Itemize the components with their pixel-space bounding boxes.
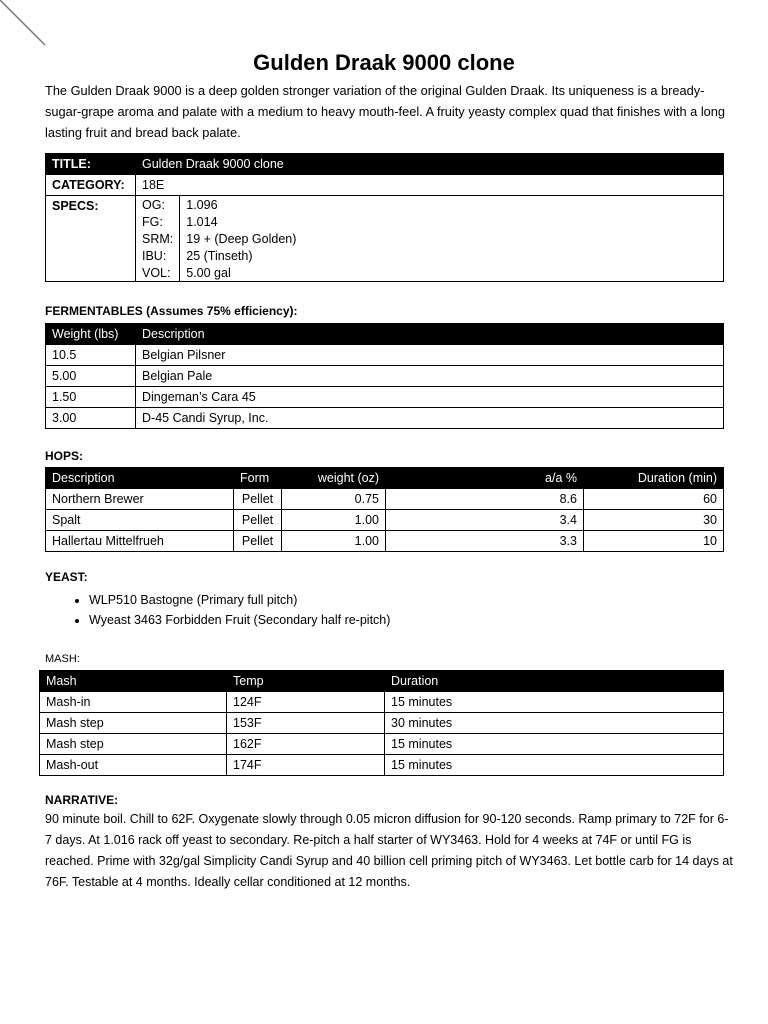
spec-value: 19 + (Deep Golden) [180, 230, 723, 247]
yeast-heading: YEAST: [45, 570, 88, 584]
hop-alpha-acid: 8.6 [386, 489, 584, 510]
hop-name: Northern Brewer [46, 489, 234, 510]
description-cell: Belgian Pale [136, 366, 724, 387]
col-description: Description [46, 468, 234, 489]
col-weight: Weight (lbs) [46, 324, 136, 345]
table-row [46, 366, 724, 387]
hop-form: Pellet [234, 489, 282, 510]
table-row [46, 387, 724, 408]
table-row [46, 531, 724, 552]
hop-name: Hallertau Mittelfrueh [46, 531, 234, 552]
spec-row [136, 196, 723, 213]
spec-row [136, 230, 723, 247]
fermentables-table [45, 323, 724, 429]
mash-table [39, 670, 724, 776]
col-duration: Duration [385, 671, 724, 692]
spec-key: SRM: [142, 231, 174, 246]
spec-key: VOL: [142, 265, 171, 280]
hop-name: Spalt [46, 510, 234, 531]
col-duration: Duration (min) [584, 468, 724, 489]
hop-weight: 0.75 [282, 489, 386, 510]
table-row [40, 713, 724, 734]
mash-duration: 15 minutes [385, 692, 724, 713]
hop-weight: 1.00 [282, 531, 386, 552]
specs-row [46, 196, 724, 282]
mash-step: Mash step [40, 734, 227, 755]
col-form: Form [234, 468, 282, 489]
mash-step: Mash-out [40, 755, 227, 776]
category-label: CATEGORY: [46, 175, 136, 196]
hop-alpha-acid: 3.3 [386, 531, 584, 552]
spec-row [136, 264, 723, 281]
spec-key: IBU: [142, 248, 167, 263]
category-value: 18E [136, 175, 724, 196]
hop-weight: 1.00 [282, 510, 386, 531]
col-alpha-acid: a/a % [386, 468, 584, 489]
category-row [46, 175, 724, 196]
mash-duration: 30 minutes [385, 713, 724, 734]
mash-temp: 162F [227, 734, 385, 755]
mash-header-row [40, 671, 724, 692]
title-row [46, 154, 724, 175]
hops-heading: HOPS: [45, 449, 84, 463]
intro-paragraph: The Gulden Draak 9000 is a deep golden stronger variation of the original Gulden Draak. Its uniqueness is a bready-sugar-grape aroma and palate with a medium to heavy mouth-feel. A fruity yeasty complex quad that finishes with a long lasting fruit and bread back palate. [45, 83, 726, 140]
description-cell: Belgian Pilsner [136, 345, 724, 366]
mash-duration: 15 minutes [385, 734, 724, 755]
narrative-heading: NARRATIVE: [45, 793, 119, 807]
specs-label: SPECS: [46, 196, 136, 282]
fermentables-heading: FERMENTABLES (Assumes 75% efficiency): [45, 304, 298, 318]
mash-temp: 174F [227, 755, 385, 776]
mash-duration: 15 minutes [385, 755, 724, 776]
spec-row [136, 247, 723, 264]
table-row [40, 734, 724, 755]
weight-cell: 3.00 [46, 408, 136, 429]
spec-value: 1.096 [180, 196, 723, 213]
mash-temp: 153F [227, 713, 385, 734]
table-row [46, 408, 724, 429]
spec-value: 1.014 [180, 213, 723, 230]
table-row [40, 755, 724, 776]
description-cell: D-45 Candi Syrup, Inc. [136, 408, 724, 429]
table-row [40, 692, 724, 713]
hop-duration: 30 [584, 510, 724, 531]
weight-cell: 1.50 [46, 387, 136, 408]
col-mash: Mash [40, 671, 227, 692]
hop-form: Pellet [234, 531, 282, 552]
description-cell: Dingeman’s Cara 45 [136, 387, 724, 408]
table-row [46, 489, 724, 510]
col-description: Description [136, 324, 724, 345]
hop-duration: 60 [584, 489, 724, 510]
page-title: Gulden Draak 9000 clone [253, 50, 515, 75]
mash-temp: 124F [227, 692, 385, 713]
spec-value: 5.00 gal [180, 264, 723, 281]
table-row [46, 345, 724, 366]
col-weight: weight (oz) [282, 468, 386, 489]
hops-header-row [46, 468, 724, 489]
spec-row [136, 213, 723, 230]
hop-alpha-acid: 3.4 [386, 510, 584, 531]
list-item: • Wyeast 3463 Forbidden Fruit (Secondary half re-pitch) [89, 610, 390, 630]
hops-table [45, 467, 724, 552]
weight-cell: 5.00 [46, 366, 136, 387]
narrative-paragraph: 90 minute boil. Chill to 62F. Oxygenate slowly through 0.05 micron diffusion for 90-120 seconds. Ramp primary to 72F for 6-7 days. At 1.016 rack off yeast to secondary. Re-pitch a half starter of WY3463. Hold for 4 weeks at 74F or until FG is reached. Prime with 32g/gal Simplicity Candi Syrup and 40 billion cell priming pitch of WY3463. Let bottle carb for 14 days at 76F. Testable at 4 months. Ideally cellar conditioned at 12 months. [45, 812, 733, 889]
title-value: Gulden Draak 9000 clone [136, 154, 724, 175]
list-item: • WLP510 Bastogne (Primary full pitch) [89, 590, 390, 610]
specs-table [136, 196, 723, 281]
weight-cell: 10.5 [46, 345, 136, 366]
hop-duration: 10 [584, 531, 724, 552]
table-row [46, 510, 724, 531]
fermentables-header-row [46, 324, 724, 345]
yeast-list [45, 590, 390, 630]
hop-form: Pellet [234, 510, 282, 531]
col-temp: Temp [227, 671, 385, 692]
mash-step: Mash-in [40, 692, 227, 713]
spec-value: 25 (Tinseth) [180, 247, 723, 264]
spec-key: FG: [142, 214, 163, 229]
mash-heading: MASH: [45, 653, 80, 665]
recipe-info-table [45, 153, 724, 282]
title-label: TITLE: [46, 154, 136, 175]
spec-key: OG: [142, 197, 165, 212]
mash-step: Mash step [40, 713, 227, 734]
